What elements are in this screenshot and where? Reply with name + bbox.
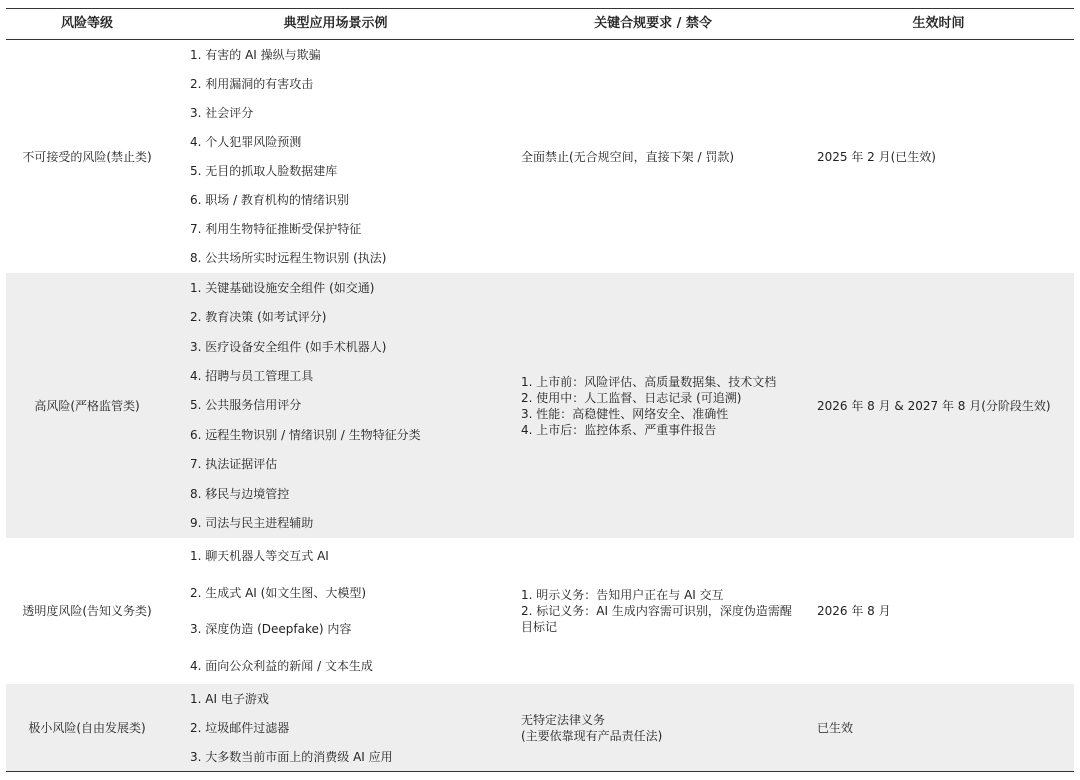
requirement-item: 全面禁止(无合规空间，直接下架 / 罚款)	[521, 149, 735, 164]
example-item: 2. 教育决策 (如考试评分)	[190, 310, 327, 325]
example-item: 2. 垃圾邮件过滤器	[190, 720, 290, 735]
requirements-cell	[503, 40, 803, 273]
table-row	[6, 538, 1074, 684]
risk-table	[6, 8, 1074, 772]
example-item: 6. 远程生物识别 / 情绪识别 / 生物特征分类	[190, 427, 421, 442]
effective-date-cell: 2025 年 2 月(已生效)	[817, 149, 936, 164]
risk-level-cell: 不可接受的风险(禁止类)	[22, 149, 152, 164]
example-item: 2. 生成式 AI (如文生图、大模型)	[190, 585, 367, 600]
effective-date-cell: 2026 年 8 月	[817, 604, 891, 618]
examples-cell	[168, 538, 503, 684]
table-row	[6, 40, 1074, 273]
example-item: 8. 公共场所实时远程生物识别 (执法)	[190, 251, 387, 266]
requirement-item: 3. 性能：高稳健性、网络安全、准确性	[521, 406, 729, 421]
effective-date-cell: 2026 年 8 月 & 2027 年 8 月(分阶段生效)	[817, 398, 1051, 413]
example-item: 8. 移民与边境管控	[190, 486, 290, 501]
examples-cell	[168, 273, 503, 538]
examples-cell	[168, 684, 503, 771]
example-item: 4. 面向公众利益的新闻 / 文本生成	[190, 658, 373, 673]
requirement-item: 无特定法律义务	[521, 712, 606, 727]
header-requirements: 关键合规要求 / 禁令	[594, 16, 712, 31]
example-item: 4. 招聘与员工管理工具	[190, 369, 314, 384]
example-item: 1. 聊天机器人等交互式 AI	[190, 549, 329, 564]
example-item: 1. 有害的 AI 操纵与欺骗	[190, 47, 321, 62]
example-item: 3. 医疗设备安全组件 (如手术机器人)	[190, 339, 387, 354]
header-effective-date: 生效时间	[912, 16, 965, 31]
example-item: 5. 公共服务信用评分	[190, 398, 302, 413]
example-item: 1. AI 电子游戏	[190, 691, 269, 706]
requirements-cell	[503, 684, 803, 771]
example-item: 4. 个人犯罪风险预测	[190, 134, 302, 149]
requirement-item: 4. 上市后：监控体系、严重事件报告	[521, 422, 717, 437]
example-item: 3. 深度伪造 (Deepfake) 内容	[190, 622, 352, 637]
table-row	[6, 273, 1074, 538]
risk-level-cell: 高风险(严格监管类)	[34, 398, 140, 413]
example-item: 3. 大多数当前市面上的消费级 AI 应用	[190, 749, 393, 764]
example-item: 1. 关键基础设施安全组件 (如交通)	[190, 280, 375, 295]
requirement-item: 2. 标记义务：AI 生成内容需可识别，深度伪造需醒目标记	[521, 604, 792, 634]
requirement-item: (主要依靠现有产品责任法)	[521, 728, 663, 743]
examples-cell	[168, 40, 503, 273]
requirements-cell	[503, 273, 803, 538]
example-item: 5. 无目的抓取人脸数据建库	[190, 164, 338, 179]
example-item: 3. 社会评分	[190, 105, 254, 120]
example-item: 7. 执法证据评估	[190, 457, 278, 472]
requirement-item: 1. 明示义务：告知用户正在与 AI 交互	[521, 588, 724, 602]
example-item: 6. 职场 / 教育机构的情绪识别	[190, 193, 349, 208]
example-item: 2. 利用漏洞的有害攻击	[190, 76, 314, 91]
risk-level-cell: 透明度风险(告知义务类)	[22, 604, 152, 618]
effective-date-cell: 已生效	[817, 720, 854, 735]
risk-level-cell: 极小风险(自由发展类)	[28, 720, 146, 735]
example-item: 9. 司法与民主进程辅助	[190, 516, 314, 531]
requirement-item: 1. 上市前：风险评估、高质量数据集、技术文档	[521, 374, 777, 389]
example-item: 7. 利用生物特征推断受保护特征	[190, 222, 362, 237]
header-examples: 典型应用场景示例	[283, 16, 388, 31]
header-risk-level: 风险等级	[60, 16, 113, 31]
requirement-item: 2. 使用中：人工监督、日志记录 (可追溯)	[521, 390, 742, 405]
table-row	[6, 684, 1074, 771]
requirements-cell	[503, 538, 803, 684]
table-header	[6, 9, 1074, 40]
